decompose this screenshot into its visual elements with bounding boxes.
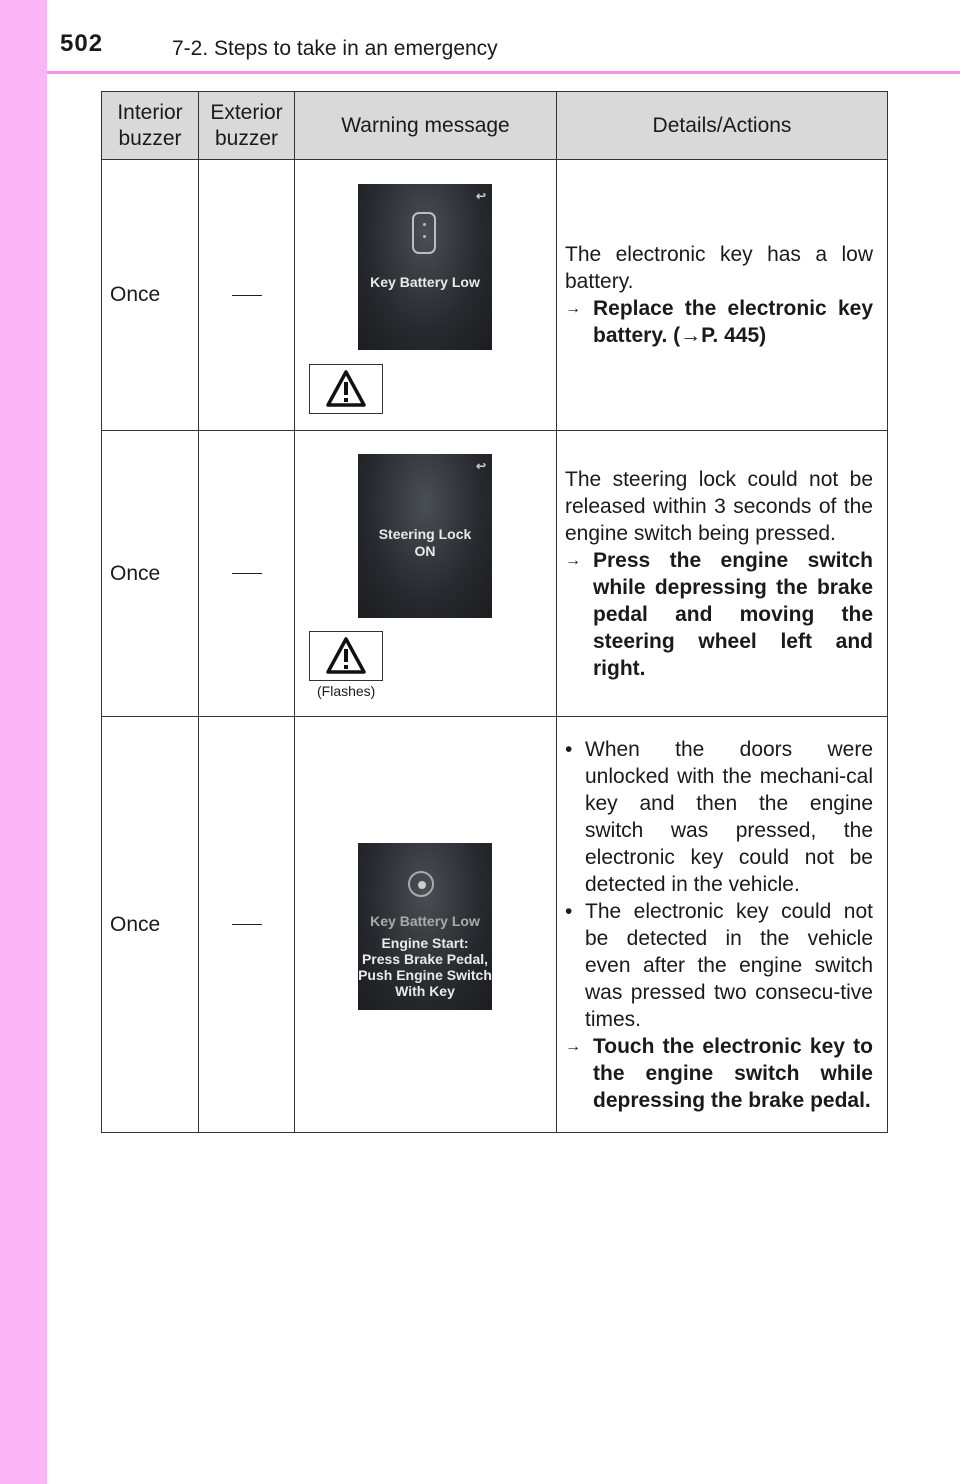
interior-buzzer-cell: Once <box>102 431 199 717</box>
bullet-item <box>565 898 873 1033</box>
page-number: 502 <box>60 30 104 57</box>
back-arrow-icon: ↩ <box>475 459 486 473</box>
master-warning-icon <box>309 364 383 414</box>
screen-text: Press Brake Pedal, <box>361 951 489 967</box>
header-details-actions: Details/Actions <box>557 92 888 160</box>
display-screen-engine-start <box>358 843 492 1010</box>
screen-text: With Key <box>395 983 455 999</box>
side-tab-bar <box>0 0 47 1484</box>
flashes-note: (Flashes) <box>317 683 376 699</box>
table-row <box>102 431 888 717</box>
action-text: Replace the electronic key battery. (→P. 445) <box>593 297 873 347</box>
master-warning-icon <box>309 631 383 681</box>
bullet-text: When the doors were unlocked with the mechani-cal key and then the engine switch was pressed, the electronic key could not be detected in the vehicle. <box>585 737 873 896</box>
bullet-symbol: • <box>565 899 573 923</box>
key-fob-icon <box>412 212 436 254</box>
screen-text: ON <box>414 543 436 559</box>
header-interior-buzzer: Interior buzzer <box>102 92 199 160</box>
warning-table <box>101 91 888 1133</box>
arrow-icon: → <box>565 300 581 317</box>
bullet-item <box>565 736 873 898</box>
warning-message-cell <box>295 717 557 1133</box>
arrow-icon: → <box>565 551 581 569</box>
details-cell <box>557 717 888 1133</box>
exterior-buzzer-cell <box>199 431 295 717</box>
screen-text: Push Engine Switch <box>358 967 492 983</box>
bullet-text: The electronic key could not be detected in the vehicle even after the engine switch was pressed two consecu-tive times. <box>585 899 873 1031</box>
details-text: The steering lock could not be released within 3 seconds of the engine switch being pressed. <box>565 467 873 545</box>
dash-none <box>232 924 262 925</box>
dash-none <box>232 295 262 296</box>
arrow-icon: → <box>565 1037 581 1055</box>
back-arrow-icon: ↩ <box>475 189 486 203</box>
header-divider <box>47 71 960 74</box>
dash-none <box>232 573 262 574</box>
screen-text: Key Battery Low <box>370 274 480 290</box>
interior-buzzer-cell: Once <box>102 160 199 431</box>
screen-text: Engine Start: <box>381 935 469 951</box>
warning-message-cell <box>295 160 557 431</box>
display-screen-key-battery-low <box>358 184 492 350</box>
details-cell <box>557 160 888 431</box>
key-touch-icon <box>408 871 434 897</box>
table-row <box>102 160 888 431</box>
header-exterior-buzzer: Exterior buzzer <box>199 92 295 160</box>
details-text: The electronic key has a low battery. <box>565 243 873 293</box>
table-header-row <box>102 92 888 160</box>
interior-buzzer-cell: Once <box>102 717 199 1133</box>
details-cell <box>557 431 888 717</box>
bullet-symbol: • <box>565 737 573 761</box>
action-text: Press the engine switch while depressing the brake pedal and moving the steering wheel left and right. <box>593 548 873 680</box>
section-title: 7-2. Steps to take in an emergency <box>172 37 498 60</box>
display-screen-steering-lock <box>358 454 492 618</box>
table-row <box>102 717 888 1133</box>
action-text: Touch the electronic key to the engine switch while depressing the brake pedal. <box>593 1034 873 1112</box>
exterior-buzzer-cell <box>199 160 295 431</box>
screen-text: Steering Lock <box>378 526 472 542</box>
exterior-buzzer-cell <box>199 717 295 1133</box>
header-warning-message: Warning message <box>295 92 557 160</box>
warning-message-cell <box>295 431 557 717</box>
screen-text: Key Battery Low <box>370 913 480 929</box>
